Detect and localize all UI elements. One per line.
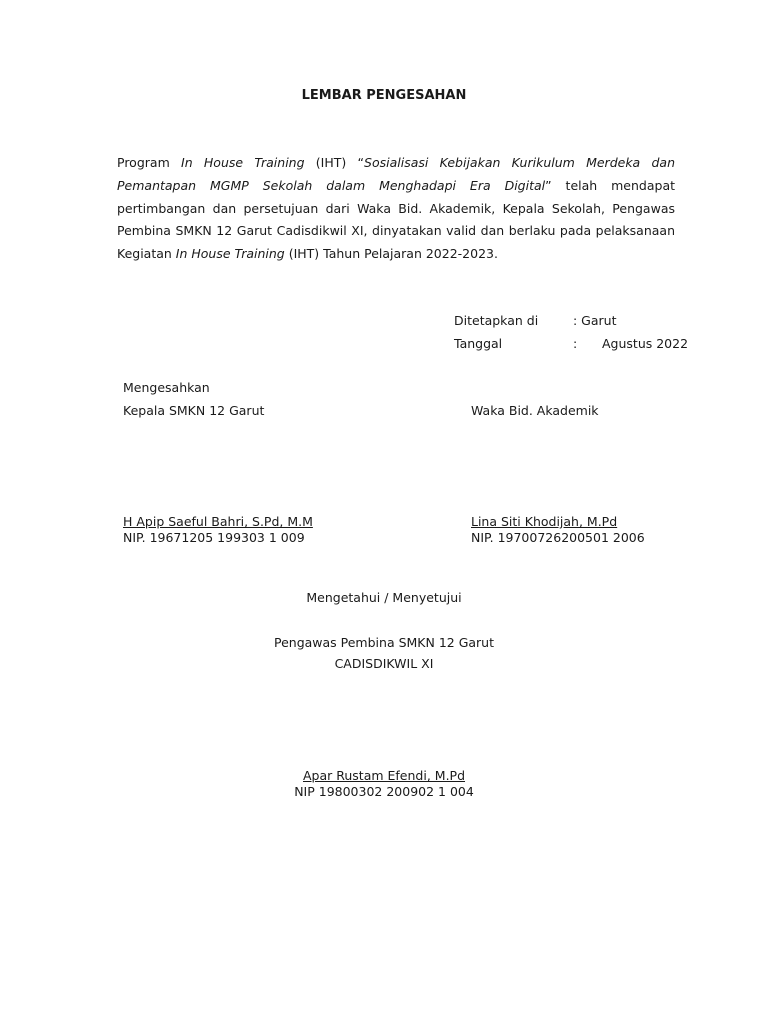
- paragraph-italic-program-2: In House Training: [175, 246, 285, 262]
- body-paragraph: [117, 152, 675, 266]
- paragraph-italic-program: In House Training: [181, 155, 305, 170]
- paragraph-text-2: (IHT) “: [304, 155, 365, 170]
- acknowledgement-role: Pengawas Pembina SMKN 12 Garut: [273, 635, 495, 650]
- paragraph-italic-topic: Sosialisasi Kebijakan Kurikulum Merdeka dan Pemantapan MGMP Sekolah dalam Menghadapi Era Digital: [117, 155, 676, 193]
- place-value: : Garut: [573, 313, 617, 328]
- paragraph-text-3: ” telah mendapat pertimbangan dan persetujuan dari Waka Bid. Akademik, Kepala Sekolah, Pengawas Pembina SMKN 12 Garut Cadisdikwil XI, dinyatakan valid dan berlaku pada pelaksanaan Kegiatan: [117, 177, 676, 262]
- acknowledgement-nip: NIP 19800302 200902 1 004: [294, 784, 474, 799]
- left-signatory-nip: NIP. 19671205 199303 1 009: [123, 530, 305, 545]
- date-colon: :: [573, 336, 578, 351]
- acknowledgement-heading: Mengetahui / Menyetujui: [306, 590, 462, 605]
- date-label: Tanggal: [454, 336, 503, 351]
- acknowledgement-name: Apar Rustam Efendi, M.Pd: [302, 768, 466, 783]
- left-signatory-name: H Apip Saeful Bahri, S.Pd, M.M: [123, 514, 313, 529]
- right-signatory-name: Lina Siti Khodijah, M.Pd: [471, 514, 618, 529]
- acknowledgement-signatory: [0, 768, 768, 783]
- paragraph-text-1: Program: [117, 155, 182, 170]
- date-value: Agustus 2022: [602, 336, 689, 351]
- page-title: LEMBAR PENGESAHAN: [301, 88, 467, 103]
- paragraph-text-4: (IHT) Tahun Pelajaran 2022-2023.: [284, 246, 498, 262]
- right-signatory-role: Waka Bid. Akademik: [471, 403, 599, 418]
- approval-heading: Mengesahkan: [123, 380, 210, 395]
- place-label: Ditetapkan di: [454, 313, 539, 328]
- left-signatory-role: Kepala SMKN 12 Garut: [123, 403, 265, 418]
- acknowledgement-office: CADISDIKWIL XI: [334, 656, 434, 671]
- right-signatory-nip: NIP. 19700726200501 2006: [471, 530, 645, 545]
